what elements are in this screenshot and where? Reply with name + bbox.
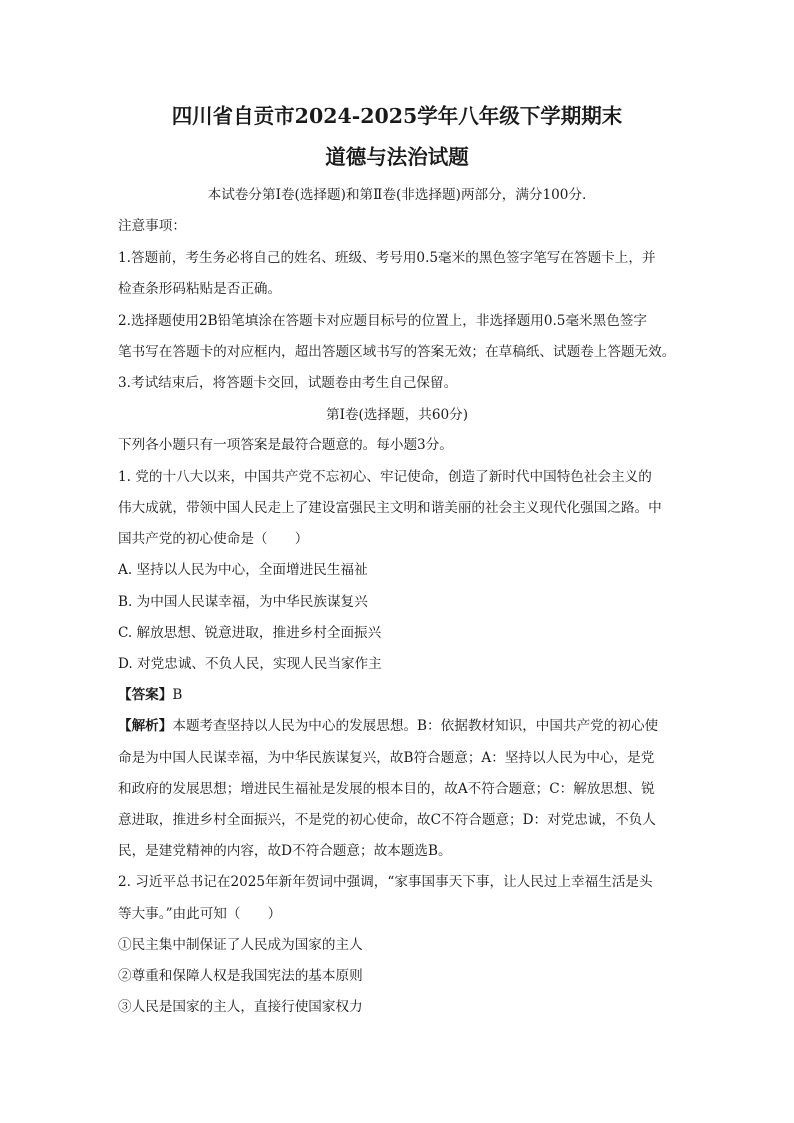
- answer-label: 【答案】: [118, 687, 173, 703]
- statement-item: ②尊重和保障人权是我国宪法的基本原则: [118, 968, 363, 984]
- analysis-label: 【解析】: [118, 718, 173, 734]
- notice-line: 1.答题前，考生务必将自己的姓名、班级、考号用0.5毫米的黑色签字笔写在答题卡上，并: [118, 250, 656, 266]
- analysis-line: 命是为中国人民谋幸福，为中华民族谋复兴，故B符合题意；A：坚持以人民为中心，是党: [118, 750, 655, 766]
- section-instruction: 下列各小题只有一项答案是最符合题意的。每小题3分。: [118, 437, 453, 453]
- answer-line: [118, 685, 680, 705]
- exam-subtitle: 道德与法治试题: [325, 145, 469, 169]
- notice-line: 2.选择题使用2B铅笔填涂在答题卡对应题目标号的位置上，非选择题用0.5毫米黑色签字: [118, 313, 648, 329]
- option-b: B. 为中国人民谋幸福，为中华民族谋复兴: [118, 594, 368, 610]
- analysis-line: 和政府的发展思想；增进民生福祉是发展的根本目的，故A不符合题意；C：解放思想、锐: [118, 781, 655, 797]
- section-heading: 第Ⅰ卷(选择题，共60分): [325, 407, 469, 423]
- question-1-stem: 国共产党的初心使命是（ ）: [118, 531, 309, 547]
- question-1-stem: 伟大成就，带领中国人民走上了建设富强民主文明和谐美丽的社会主义现代化强国之路。中: [118, 500, 662, 516]
- question-2-stem: 等大事。”由此可知（ ）: [118, 906, 282, 922]
- exam-title: 四川省自贡市2024-2025学年八年级下学期期末: [171, 104, 623, 128]
- exam-intro: 本试卷分第Ⅰ卷(选择题)和第Ⅱ卷(非选择题)两部分，满分100分.: [207, 187, 587, 203]
- option-d: D. 对党忠诚、不负人民，实现人民当家作主: [118, 656, 382, 672]
- notice-line: 笔书写在答题卡的对应框内，超出答题区域书写的答案无效；在草稿纸、试题卷上答题无效。: [118, 344, 676, 360]
- notice-heading: 注意事项：: [118, 218, 186, 234]
- question-2-stem: 2. 习近平总书记在2025年新年贺词中强调，“家事国事天下事，让人民过上幸福生活是头: [118, 874, 653, 890]
- answer-value: B: [172, 687, 183, 703]
- option-c: C. 解放思想、锐意进取，推进乡村全面振兴: [118, 625, 382, 641]
- statement-item: ③人民是国家的主人，直接行使国家权力: [118, 999, 363, 1015]
- analysis-line: [118, 716, 680, 736]
- option-a: A. 坚持以人民为中心，全面增进民生福祉: [118, 562, 368, 578]
- notice-line: 3.考试结束后，将答题卡交回，试题卷由考生自己保留。: [118, 375, 458, 391]
- analysis-line: 意进取，推进乡村全面振兴，不是党的初心使命，故C不符合题意；D：对党忠诚，不负人: [118, 812, 656, 828]
- analysis-text: 本题考查坚持以人民为中心的发展思想。B：依据教材知识，中国共产党的初心使: [172, 718, 659, 734]
- analysis-line: 民，是建党精神的内容，故D不符合题意；故本题选B。: [118, 843, 452, 859]
- statement-item: ①民主集中制保证了人民成为国家的主人: [118, 937, 363, 953]
- question-1-stem: 1. 党的十八大以来，中国共产党不忘初心、牢记使命，创造了新时代中国特色社会主义的: [118, 469, 652, 485]
- notice-line: 检查条形码粘贴是否正确。: [118, 281, 282, 297]
